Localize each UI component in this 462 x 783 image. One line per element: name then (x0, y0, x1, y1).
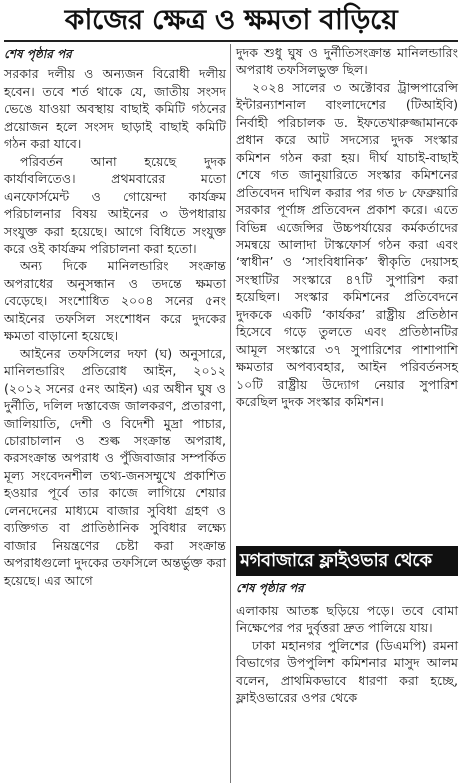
column-divider (230, 44, 231, 783)
second-article-body (236, 602, 458, 707)
second-article (236, 546, 458, 707)
article-paragraph: অন্য দিকে মানিলন্ডারিং সংক্রান্ত অপরাধের অনুসন্ধান ও তদন্তে ক্ষমতা বেড়েছে। সংশোধিত ২০০৪ সনের ৫নং আইনের তফসিল সংশোধন করে দুদকের ক্ষমতা বাড়ানো হয়েছে। (4, 258, 226, 344)
article-headline: কাজের ক্ষেত্র ও ক্ষমতা বাড়িয়ে (64, 3, 398, 36)
article-right-column (236, 44, 458, 411)
article-paragraph: আইনের তফসিলের দফা (ঘ) অনুসারে, মানিলন্ডারিং প্রতিরোধ আইন, ২০১২ (২০১২ সনের ৫নং আইন) এর অধীন ঘুষ ও দুর্নীতি, দলিল দস্তাবেজ জালকরণ, প্রতারণা, জালিয়াতি, দেশী ও বিদেশী মুদ্রা পাচার, চোরাচালান ও শুল্ক সংক্রান্ত অপরাধ, করসংক্রান্ত অপরাধ ও পুঁজিবাজার সম্পর্কিত মূল্য সংবেদনশীল তথ্য-জনসম্মুখে প্রকাশিত হওয়ার পূর্বে তার কাজে লাগিয়ে শেয়ার লেনদেনের মাধ্যমে বাজার সুবিধা গ্রহণ ও ব্যক্তিগত বা প্রাতিষ্ঠানিক সুবিধার লক্ষ্যে বাজার নিয়ন্ত্রণের চেষ্টা করা সংক্রান্ত অপরাধগুলো দুদকের তফসিলে অন্তর্ভুক্ত করা হয়েছে। এর আগে (4, 345, 227, 588)
headline-rule (4, 40, 458, 42)
continued-from-label: শেষ পৃষ্ঠার পর (4, 47, 72, 61)
continued-from-label: শেষ পৃষ্ঠার পর (236, 581, 304, 595)
article-paragraph: দুদক শুধু ঘুষ ও দুর্নীতিসংক্রান্ত মানিলন্ডারিং অপরাধ তফসিলভুক্ত ছিল। (236, 45, 458, 78)
article-paragraph: ঢাকা মহানগর পুলিশের (ডিএমপি) রমনা বিভাগের উপপুলিশ কমিশনার মাসুদ আলম বলেন, প্রাথমিকভাবে ধারণা করা হচ্ছে, ফ্লাইওভারের ওপর থেকে (236, 637, 458, 706)
article-paragraph: এলাকায় আতঙ্ক ছড়িয়ে পড়ে। তবে বোমা নিক্ষেপের পর দুর্বৃত্তরা দ্রুত পালিয়ে যায়। (236, 603, 458, 636)
article-paragraph: ২০২৪ সালের ৩ অক্টোবর ট্রান্সপারেন্সি ইন্টারন্যাশনাল বাংলাদেশের (টিআইবি) নির্বাহী পরিচালক ড. ইফতেখারুজ্জামানকে প্রধান করে আট সদস্যের দুদক সংস্কার কমিশন গঠন করা হয়। দীর্ঘ যাচাই-বাছাই শেষে গত জানুয়ারিতে সংস্কার কমিশনের প্রতিবেদন দাখিল করার পর গত ৮ ফেব্রুয়ারি সরকার পূর্ণাঙ্গ প্রতিবেদন প্রকাশ করে। এতে বিভিন্ন এজেন্সির উচ্চপর্যায়ের কর্মকর্তাদের সমন্বয়ে আলাদা টাস্কফোর্স গঠন করা এবং ‘স্বাধীন’ ও ‘সাংবিধানিক’ স্বীকৃতি দেয়াসহ সংস্থাটির সংস্কারে ৪৭টি সুপারিশ করা হয়েছিল। সংস্কার কমিশনের প্রতিবেদনে দুদককে একটি ‘কার্যকর’ রাষ্ট্রীয় প্রতিষ্ঠান হিসেবে গড়ে তুলতে এবং প্রতিষ্ঠানটির আমূল সংস্কারে ৩৭ সুপারিশের পাশাপাশি ক্ষমতার অপব্যবহার, আইন পরিবর্তনসহ ১০টি রাষ্ট্রীয় উদ্যোগ নেয়ার সুপারিশ করেছিল দুদক সংস্কার কমিশন। (236, 79, 458, 410)
article-paragraph: সরকার দলীয় ও অন্যজন বিরোধী দলীয় হবেন। তবে শর্ত থাকে যে, জাতীয় সংসদ ভেঙে যাওয়া অবস্থায় বাছাই কমিটি গঠনের প্রয়োজন হলে সংসদ ছাড়াই বাছাই কমিটি গঠন করা যাবে। (4, 66, 226, 152)
article-paragraph: পরিবর্তন আনা হয়েছে দুদক কার্যাবলিতেও। প্রথমবারের মতো এনফোর্সমেন্ট ও গোয়েন্দা কার্যক্রম পরিচালনার বিষয় আইনের ৩ উপধারায় সংযুক্ত করা হয়েছে। আগে বিধিতে সংযুক্ত করে ওই কার্যক্রম পরিচালনা করা হতো। (4, 153, 226, 256)
second-article-headline: মগবাজারে ফ্লাইওভার থেকে (236, 546, 458, 576)
article-left-column (4, 44, 226, 589)
